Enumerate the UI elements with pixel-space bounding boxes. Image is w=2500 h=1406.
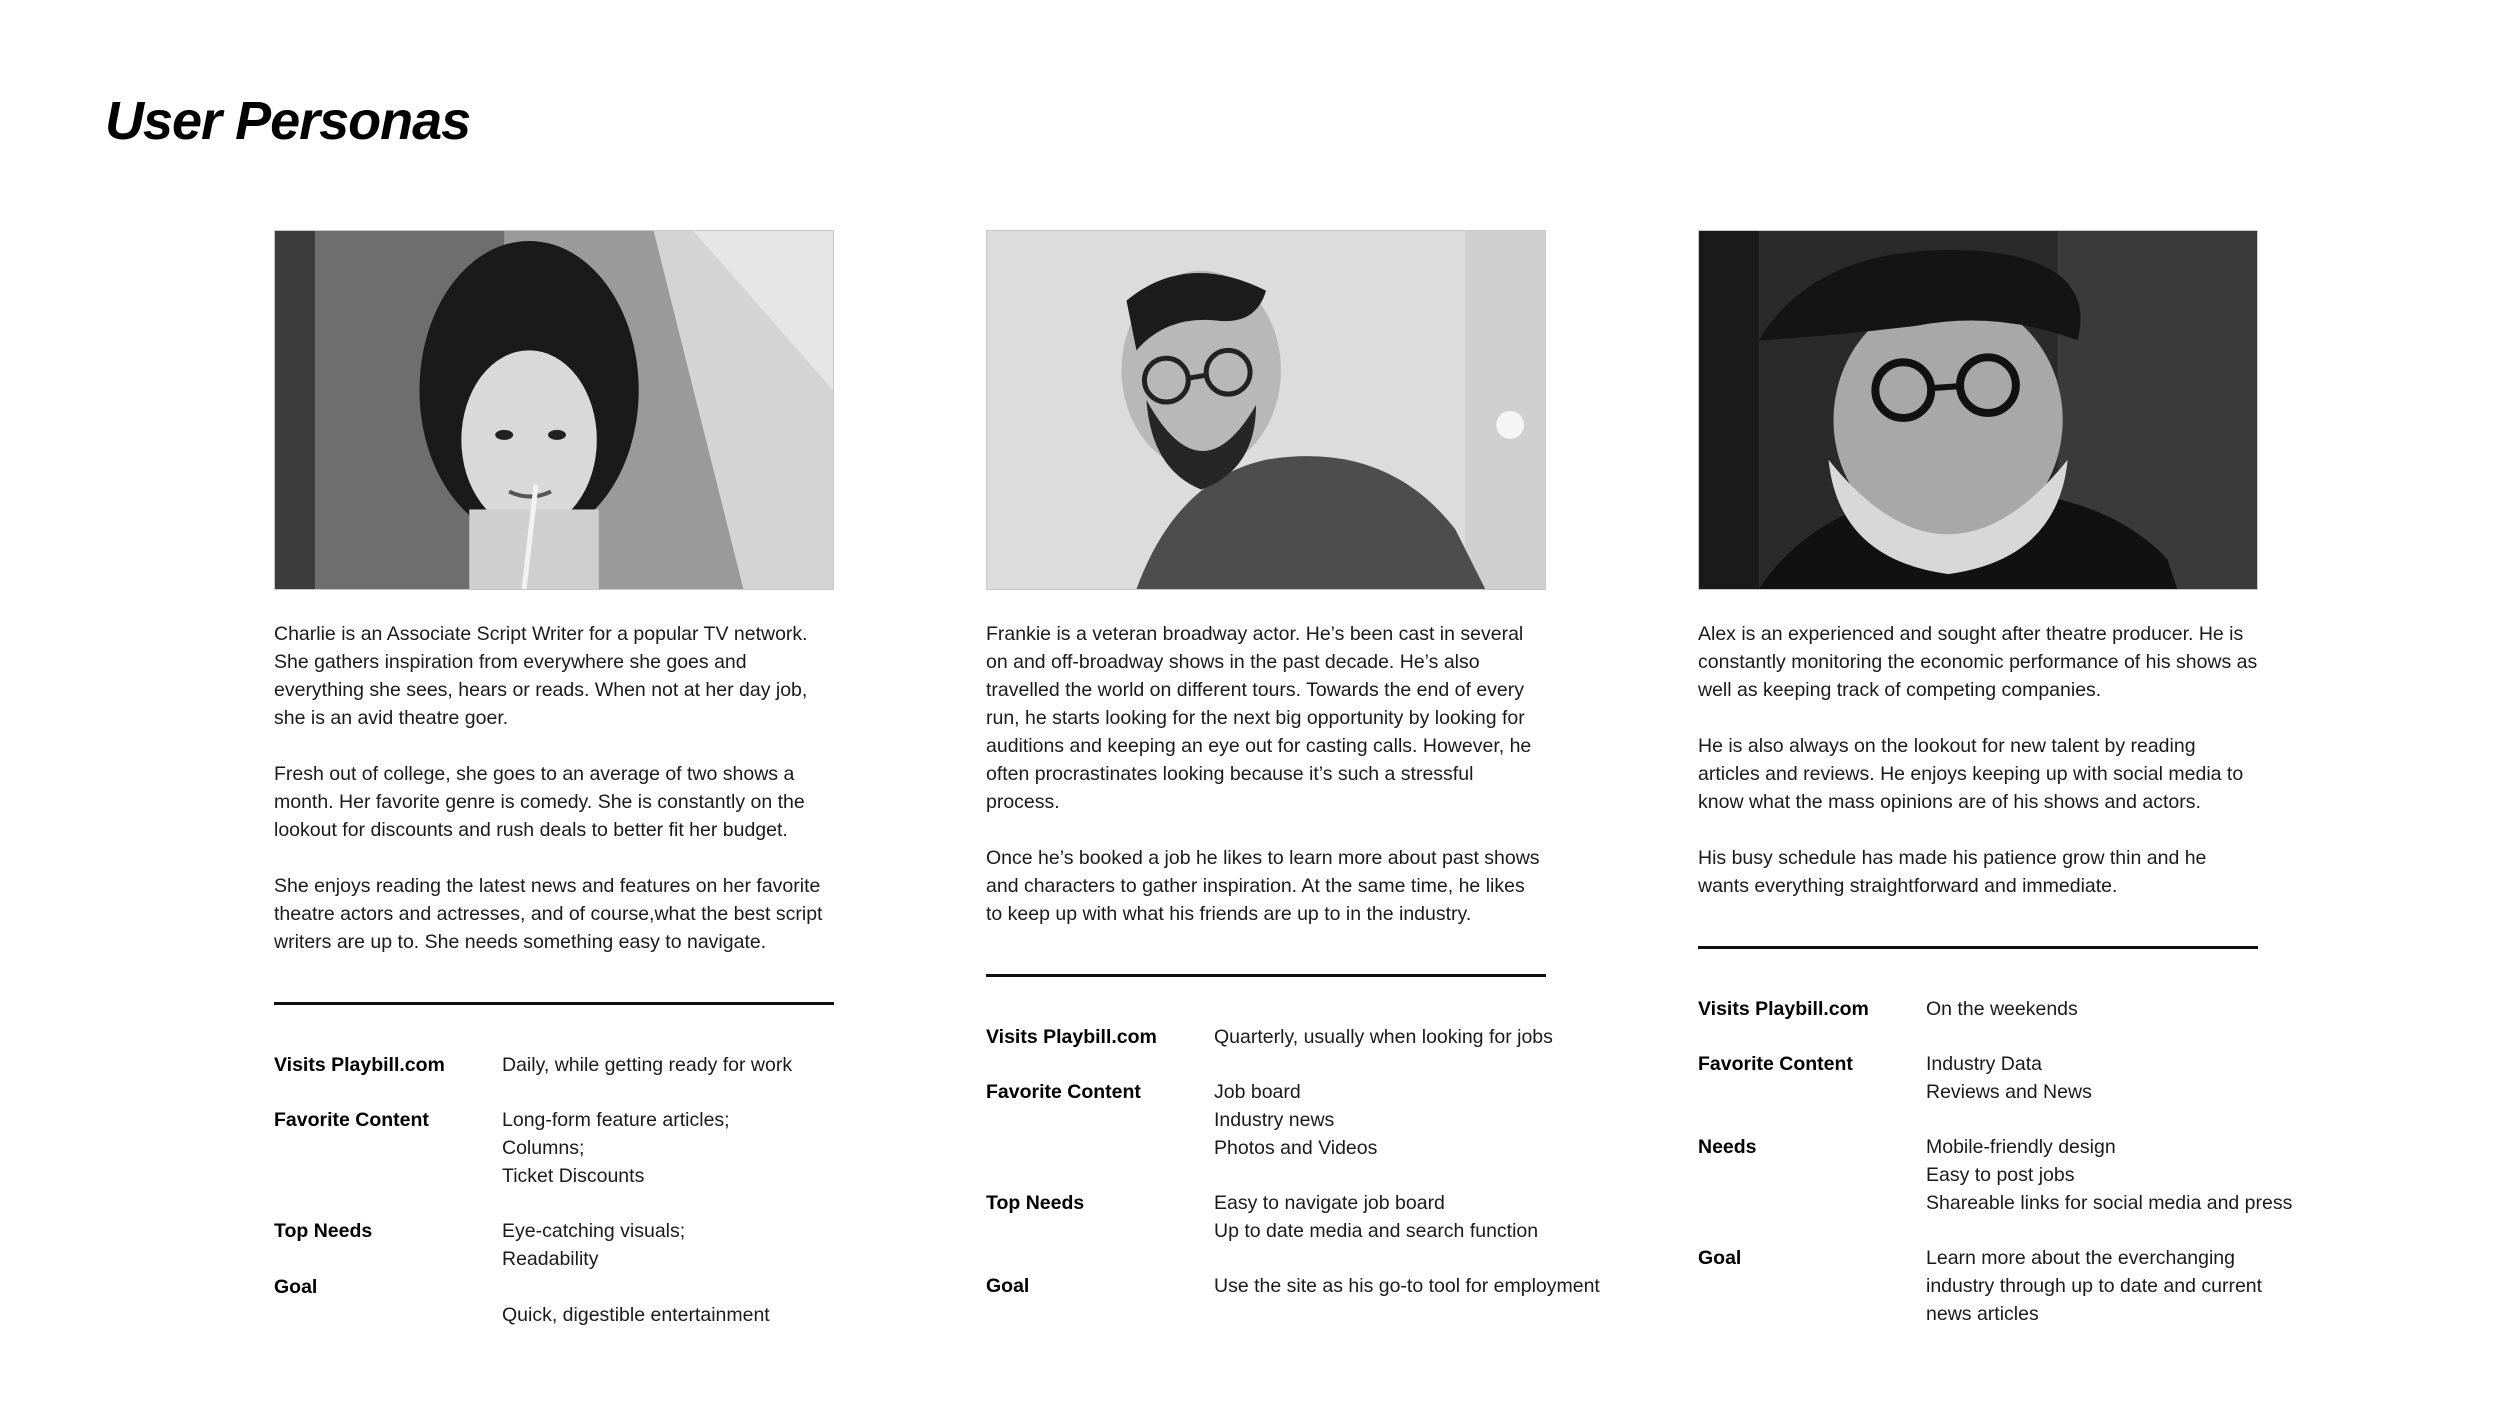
fact-value: Photos and Videos [1214,1137,1378,1159]
fact-label: Favorite Content [1698,1053,1853,1075]
fact-value: Reviews and News [1926,1081,2092,1103]
fact-label: Visits Playbill.com [986,1026,1157,1048]
fact-favorite-content [1698,1050,2258,1106]
fact-label: Goal [1698,1247,1742,1269]
fact-value: Long-form feature articles; [502,1109,730,1131]
fact-value: Industry Data [1926,1053,2042,1075]
fact-value: Industry news [1214,1109,1335,1131]
persona-facts [274,1051,834,1329]
fact-top-needs [274,1217,834,1273]
fact-visits [1698,995,2258,1023]
fact-label: Visits Playbill.com [274,1054,445,1076]
fact-needs [1698,1133,2293,1217]
fact-value: Use the site as his go-to tool for employment [1214,1275,1600,1297]
fact-value: Job board [1214,1081,1301,1103]
persona-facts [1698,995,2293,1328]
divider [1698,946,2258,949]
fact-value: industry through up to date and current [1926,1275,2263,1297]
fact-label: Favorite Content [274,1109,429,1131]
bio-paragraph: Alex is an experienced and sought after theatre producer. He is constantly monitoring the economic performance of his shows as well as keeping track of competing companies. [1698,623,2258,701]
persona-card-charlie [274,230,834,1356]
fact-favorite-content [986,1078,1546,1162]
divider [986,974,1546,977]
fact-value: Readability [502,1248,599,1270]
fact-value: On the weekends [1926,998,2078,1020]
fact-label: Top Needs [274,1220,373,1242]
fact-value: Quick, digestible entertainment [502,1304,770,1326]
persona-bio [274,620,834,956]
bio-paragraph: Once he’s booked a job he likes to learn more about past shows and characters to gather inspiration. At the same time, he likes to keep up with what his friends are up to in the industry. [986,847,1540,925]
bio-paragraph: Frankie is a veteran broadway actor. He’s been cast in several on and off-broadway shows in the past decade. He’s also travelled the world on different tours. Towards the end of every run, he starts looking for the next big opportunity by looking for auditions and keeping an eye out for casting calls. However, he often procrastinates looking because it’s such a stressful process. [986,623,1532,813]
bio-paragraph: Charlie is an Associate Script Writer for a popular TV network. She gathers inspiration from everywhere she goes and everything she sees, hears or reads. When not at her day job, she is an avid theatre goer. [274,623,808,729]
persona-bio [1698,620,2258,900]
fact-value: Daily, while getting ready for work [502,1054,793,1076]
fact-value: news articles [1926,1303,2039,1325]
fact-value: Easy to navigate job board [1214,1192,1445,1214]
fact-value: Shareable links for social media and press [1926,1192,2293,1214]
fact-value: Ticket Discounts [502,1165,645,1187]
fact-top-needs [986,1189,1546,1245]
bio-paragraph: He is also always on the lookout for new talent by reading articles and reviews. He enjoys keeping up with social media to know what the mass opinions are of his shows and actors. [1698,735,2244,813]
persona-card-alex [1698,230,2293,1355]
bio-paragraph: His busy schedule has made his patience grow thin and he wants everything straightforward and immediate. [1698,847,2207,897]
fact-visits [986,1023,1553,1051]
fact-value: Columns; [502,1137,585,1159]
fact-label: Goal [986,1275,1030,1297]
bio-paragraph: Fresh out of college, she goes to an average of two shows a month. Her favorite genre is comedy. She is constantly on the lookout for discounts and rush deals to better fit her budget. [274,763,805,841]
fact-visits [274,1051,834,1079]
fact-value: Up to date media and search function [1214,1220,1539,1242]
persona-bio [986,620,1546,928]
persona-card-frankie [986,230,1600,1327]
bio-paragraph: She enjoys reading the latest news and features on her favorite theatre actors and actresses, and of course,what the best script writers are up to. She needs something easy to navigate. [274,875,823,953]
page-title: User Personas [105,91,471,151]
fact-label: Favorite Content [986,1081,1141,1103]
persona-photo-frankie [986,230,1546,590]
fact-value: Mobile-friendly design [1926,1136,2116,1158]
fact-goal [1698,1244,2263,1328]
fact-label: Top Needs [986,1192,1085,1214]
fact-value: Quarterly, usually when looking for jobs [1214,1026,1553,1048]
fact-favorite-content [274,1106,834,1190]
fact-value: Easy to post jobs [1926,1164,2075,1186]
persona-facts [986,1023,1600,1300]
fact-label: Visits Playbill.com [1698,998,1869,1020]
fact-label: Goal [274,1276,318,1298]
persona-photo-alex [1698,230,2258,590]
persona-photo-charlie [274,230,834,590]
fact-goal [274,1273,834,1329]
fact-value: Learn more about the everchanging [1926,1247,2235,1269]
fact-goal [986,1272,1600,1300]
fact-label: Needs [1698,1136,1757,1158]
divider [274,1002,834,1005]
fact-value: Eye-catching visuals; [502,1220,686,1242]
